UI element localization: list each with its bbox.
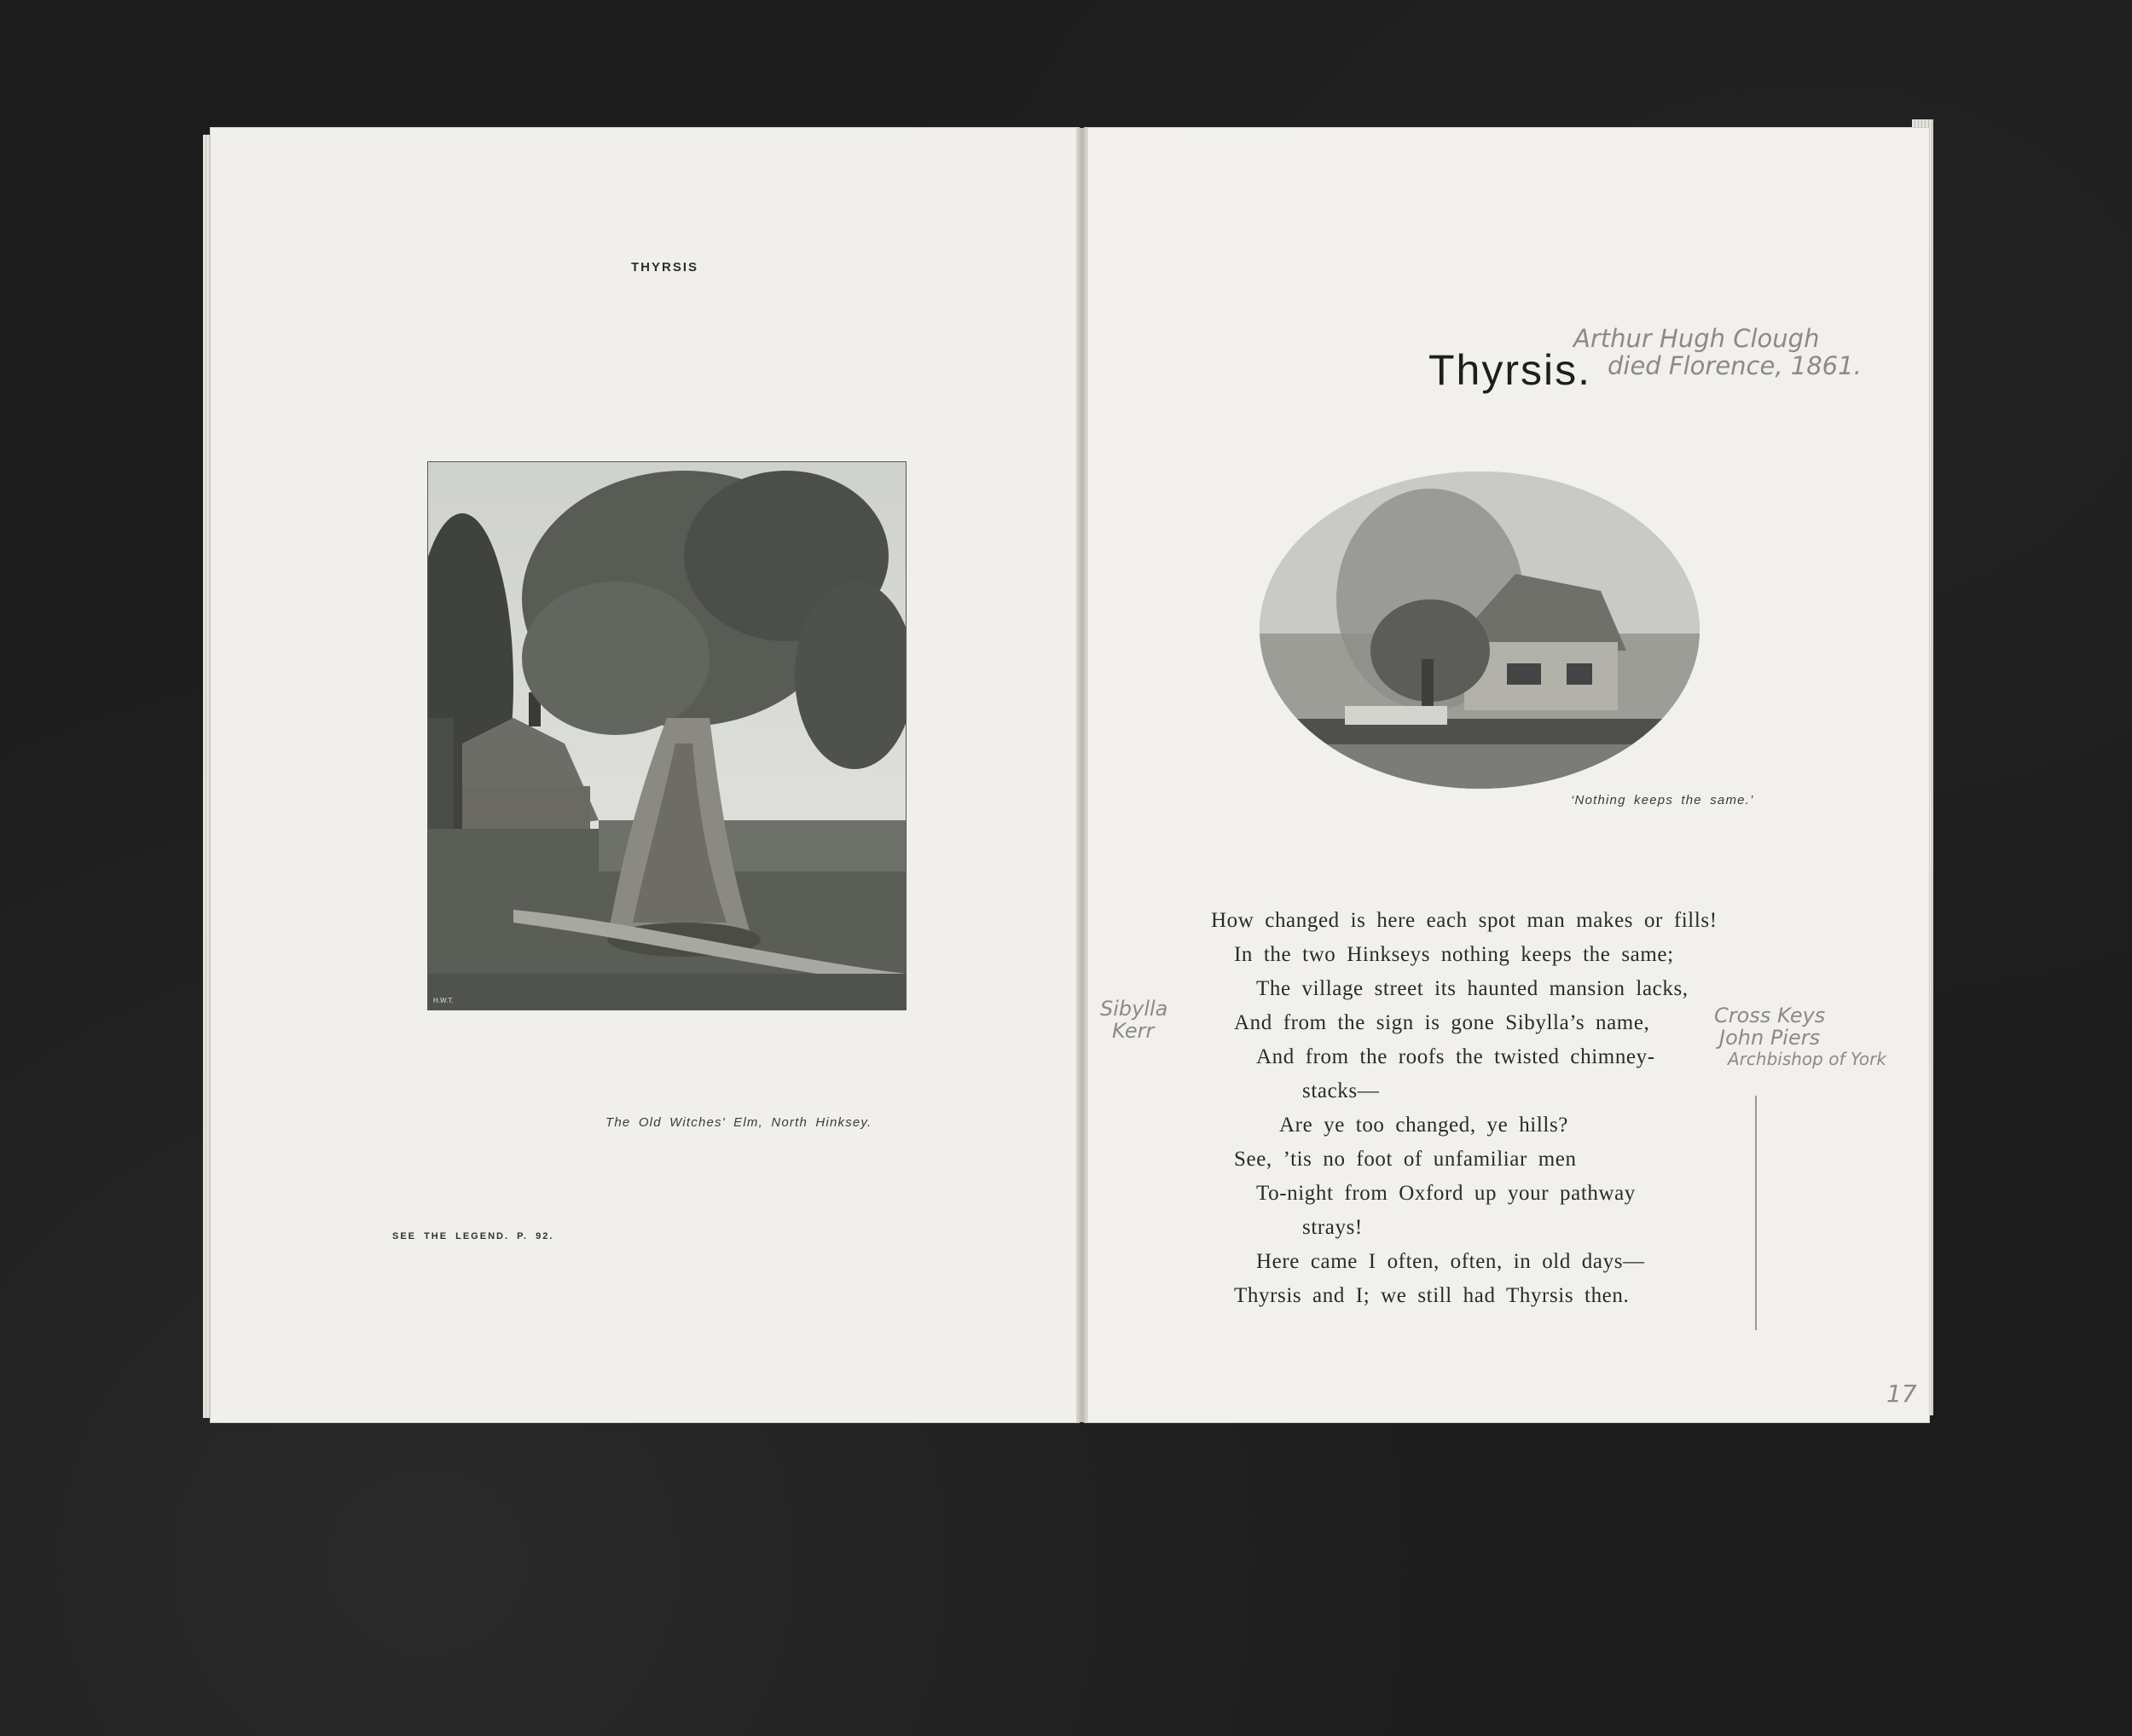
poem-title: Thyrsis. <box>1428 346 1591 394</box>
poem-line: See, ’tis no foot of unfamiliar men <box>1234 1148 1577 1171</box>
inn-note-line3: Archbishop of York <box>1728 1048 1886 1069</box>
poem-line: Thyrsis and I; we still had Thyrsis then. <box>1234 1284 1630 1307</box>
cottage-photograph <box>1260 472 1700 789</box>
clough-note-line1: Arthur Hugh Clough <box>1573 324 1820 353</box>
clough-note-line2: died Florence, 1861. <box>1608 350 1862 380</box>
handwritten-page-number: 17 <box>1886 1380 1917 1408</box>
running-head: THYRSIS <box>631 260 699 275</box>
cottage-photo-image <box>1260 472 1700 789</box>
poem-line: stacks— <box>1302 1079 1380 1102</box>
elm-caption: The Old Witches' Elm, North Hinksey. <box>605 1115 872 1130</box>
handwritten-clough-note <box>1573 326 1863 380</box>
elm-photograph <box>428 462 906 1010</box>
poem-line: To-night from Oxford up your pathway <box>1256 1182 1636 1205</box>
elm-photo-image <box>428 462 906 1010</box>
pencil-margin-line <box>1755 1096 1757 1330</box>
poem-line-text: And from the sign is gone Sibylla’s name, <box>1234 1011 1650 1034</box>
cottage-caption: ‘Nothing keeps the same.’ <box>1571 793 1754 807</box>
poem-line: And from the roofs the twisted chimney- <box>1256 1045 1655 1068</box>
book-gutter <box>1076 128 1088 1422</box>
poem-line: Here came I often, often, in old days— <box>1256 1250 1645 1273</box>
handwritten-sibylla-note <box>1100 998 1167 1043</box>
legend-reference: SEE THE LEGEND. P. 92. <box>392 1231 554 1241</box>
poem-stanza <box>1211 904 1808 1313</box>
poem-line: Are ye too changed, ye hills? <box>1279 1114 1568 1137</box>
sibylla-note-line1: Sibylla <box>1100 997 1168 1021</box>
photo-credit: H.W.T. <box>433 997 454 1004</box>
poem-line: The village street its haunted mansion lacks, <box>1256 977 1689 1000</box>
poem-line: In the two Hinkseys nothing keeps the same; <box>1234 943 1674 966</box>
inn-note-line1: Cross Keys <box>1714 1004 1826 1027</box>
handwritten-inn-note <box>1714 1004 1886 1068</box>
poem-line: strays! <box>1302 1216 1363 1239</box>
sibylla-note-line2: Kerr <box>1112 1019 1155 1044</box>
poem-line: How changed is here each spot man makes or fills! <box>1211 909 1718 932</box>
inn-note-line2: John Piers <box>1719 1026 1821 1050</box>
